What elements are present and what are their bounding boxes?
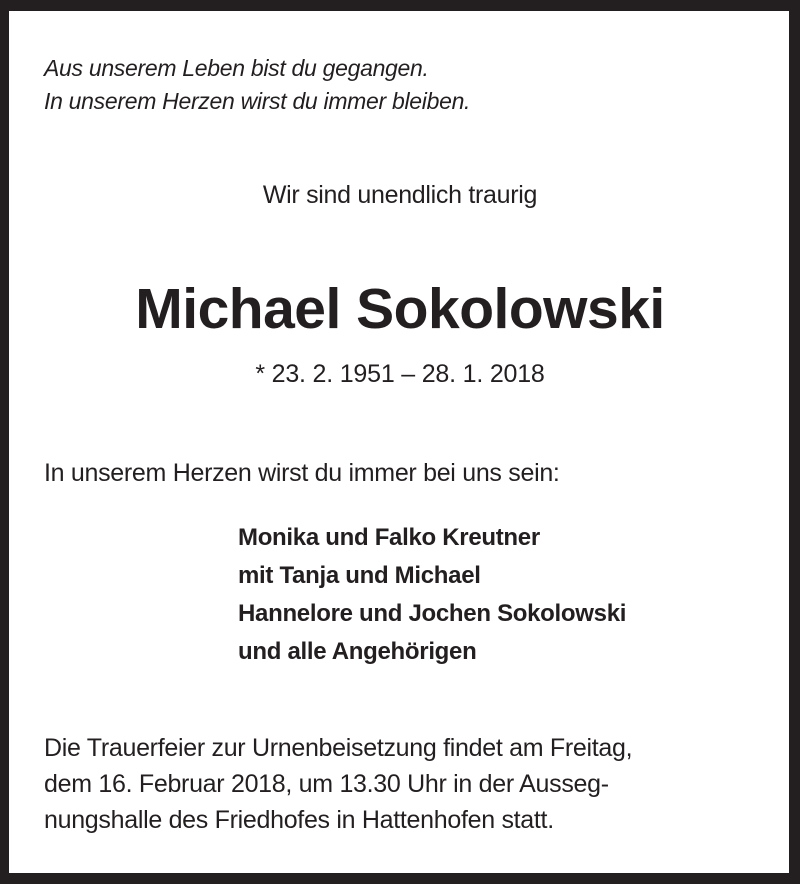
service-line: nungshalle des Friedhofes in Hattenhofen statt. xyxy=(44,806,554,834)
quote-line: Aus unserem Leben bist du gegangen. xyxy=(44,55,429,81)
mourner-line: mit Tanja und Michael xyxy=(238,562,481,589)
intro-text: Wir sind unendlich traurig xyxy=(262,181,538,209)
memorial-quote xyxy=(44,52,470,118)
mourners-list xyxy=(238,519,626,671)
service-line: dem 16. Februar 2018, um 13.30 Uhr in der Ausseg- xyxy=(44,770,609,798)
mourner-line: Monika und Falko Kreutner xyxy=(238,524,540,551)
funeral-service-notice xyxy=(44,730,632,838)
remembrance-text: In unserem Herzen wirst du immer bei uns sein: xyxy=(44,459,560,487)
deceased-name: Michael Sokolowski xyxy=(135,277,665,341)
life-dates: * 23. 2. 1951 – 28. 1. 2018 xyxy=(255,360,545,388)
mourner-line: und alle Angehörigen xyxy=(238,638,477,665)
quote-line: In unserem Herzen wirst du immer bleiben. xyxy=(44,88,471,114)
mourner-line: Hannelore und Jochen Sokolowski xyxy=(238,600,627,627)
service-line: Die Trauerfeier zur Urnenbeisetzung findet am Freitag, xyxy=(44,734,633,762)
